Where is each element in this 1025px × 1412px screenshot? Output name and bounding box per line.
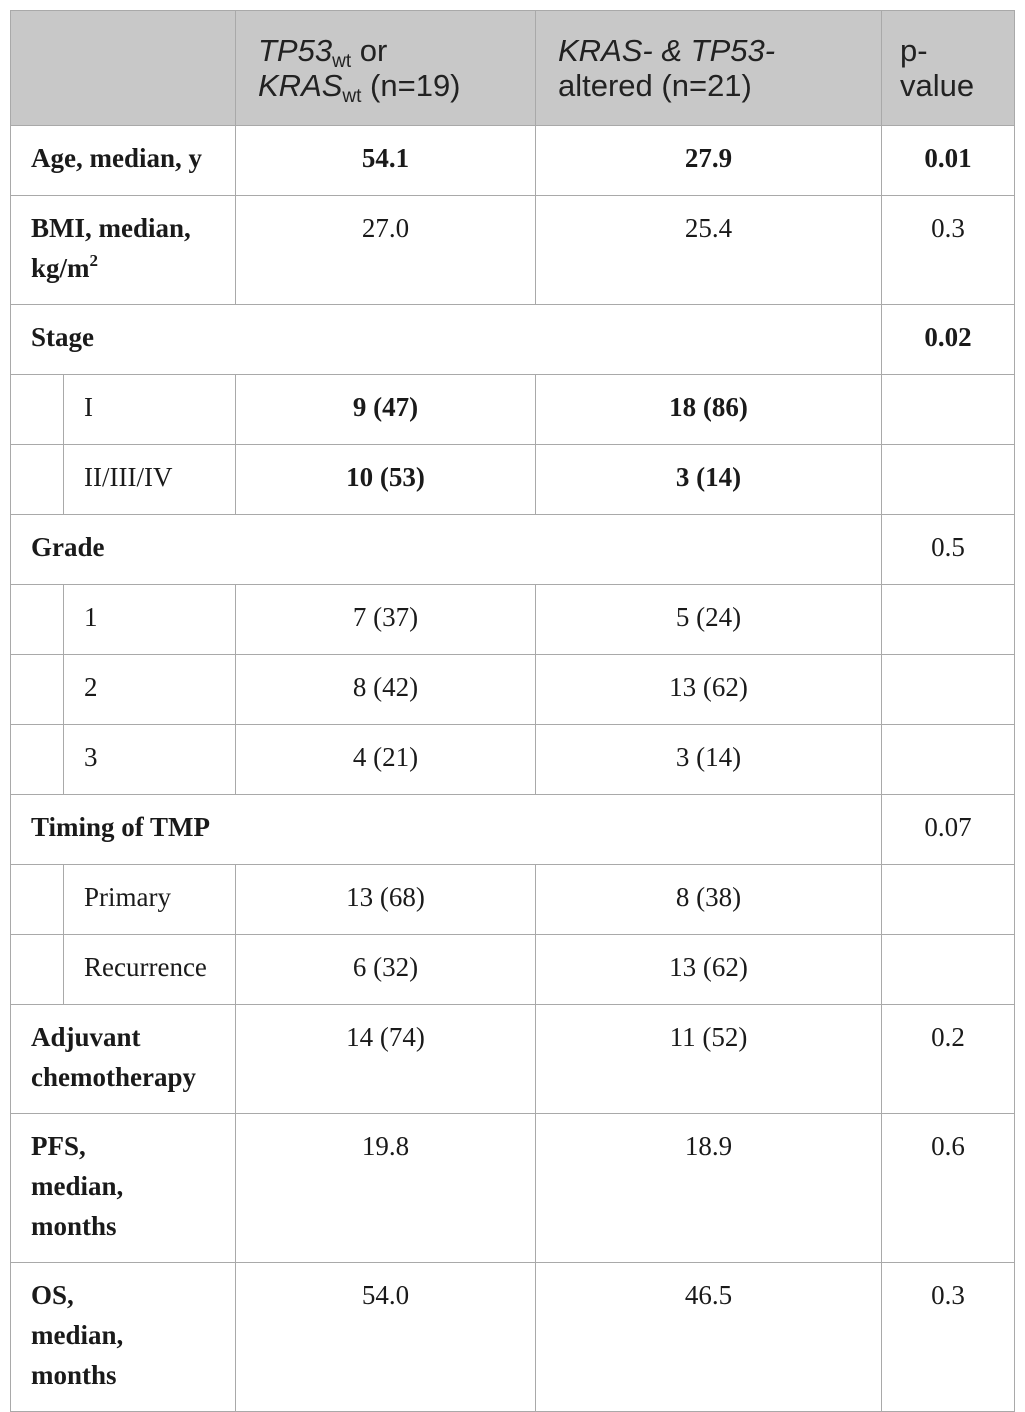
label-text: OS, — [31, 1280, 74, 1310]
p-value: 0.6 — [882, 1114, 1015, 1263]
label-text: BMI, median, — [31, 213, 191, 243]
table-row — [11, 1263, 1015, 1412]
p-value: 0.02 — [882, 305, 1015, 375]
indent-cell — [11, 725, 64, 795]
cell-value: 13 (68) — [236, 865, 536, 935]
header-group-altered — [536, 11, 882, 126]
label-text: median, — [31, 1320, 124, 1350]
row-label — [11, 1114, 236, 1263]
header-text: KRAS- & TP53- — [558, 33, 776, 68]
label-text: months — [31, 1360, 117, 1390]
table-row — [11, 126, 1015, 196]
header-count: altered (n=21) — [558, 68, 752, 103]
p-value: 0.07 — [882, 795, 1015, 865]
row-label: 1 — [64, 585, 236, 655]
empty-cell — [882, 655, 1015, 725]
cell-value: 46.5 — [536, 1263, 882, 1412]
cell-value: 8 (38) — [536, 865, 882, 935]
p-value: 0.2 — [882, 1005, 1015, 1114]
cell-value: 25.4 — [536, 196, 882, 305]
cell-value: 5 (24) — [536, 585, 882, 655]
table-row-section — [11, 795, 1015, 865]
table-row — [11, 935, 1015, 1005]
header-pvalue — [882, 11, 1015, 126]
section-label: Grade — [11, 515, 882, 585]
cell-value: 9 (47) — [236, 375, 536, 445]
indent-cell — [11, 375, 64, 445]
p-value: 0.5 — [882, 515, 1015, 585]
header-group-wildtype — [236, 11, 536, 126]
cell-value: 54.0 — [236, 1263, 536, 1412]
header-text: or — [351, 33, 388, 68]
empty-cell — [882, 865, 1015, 935]
header-count: (n=19) — [361, 68, 461, 103]
row-label — [11, 1263, 236, 1412]
header-text: p- — [900, 33, 928, 68]
section-label: Timing of TMP — [11, 795, 882, 865]
row-label — [11, 1005, 236, 1114]
row-label: 2 — [64, 655, 236, 725]
header-row — [11, 11, 1015, 126]
subscript: wt — [332, 51, 352, 72]
cell-value: 3 (14) — [536, 445, 882, 515]
table-row — [11, 585, 1015, 655]
indent-cell — [11, 865, 64, 935]
header-text: value — [900, 68, 975, 103]
indent-cell — [11, 655, 64, 725]
subscript: wt — [342, 86, 362, 107]
label-text: months — [31, 1211, 117, 1241]
table-row — [11, 725, 1015, 795]
header-variable — [11, 11, 236, 126]
p-value: 0.3 — [882, 196, 1015, 305]
cell-value: 18.9 — [536, 1114, 882, 1263]
row-label: I — [64, 375, 236, 445]
empty-cell — [882, 375, 1015, 445]
gene-name: TP53 — [258, 33, 333, 68]
cell-value: 18 (86) — [536, 375, 882, 445]
cell-value: 14 (74) — [236, 1005, 536, 1114]
empty-cell — [882, 935, 1015, 1005]
cell-value: 10 (53) — [236, 445, 536, 515]
indent-cell — [11, 935, 64, 1005]
cell-value: 7 (37) — [236, 585, 536, 655]
indent-cell — [11, 445, 64, 515]
table-row — [11, 865, 1015, 935]
cell-value: 27.9 — [536, 126, 882, 196]
table-row — [11, 375, 1015, 445]
p-value: 0.3 — [882, 1263, 1015, 1412]
cell-value: 6 (32) — [236, 935, 536, 1005]
p-value: 0.01 — [882, 126, 1015, 196]
table-row — [11, 1005, 1015, 1114]
table-row — [11, 1114, 1015, 1263]
cell-value: 3 (14) — [536, 725, 882, 795]
empty-cell — [882, 445, 1015, 515]
table-row — [11, 445, 1015, 515]
label-text: kg/m — [31, 253, 90, 283]
label-text: median, — [31, 1171, 124, 1201]
gene-name: KRAS — [258, 68, 343, 103]
empty-cell — [882, 585, 1015, 655]
table-row — [11, 196, 1015, 305]
table-row-section — [11, 515, 1015, 585]
cell-value: 13 (62) — [536, 655, 882, 725]
superscript: 2 — [89, 251, 99, 270]
section-label: Stage — [11, 305, 882, 375]
row-label: Primary — [64, 865, 236, 935]
row-label: II/III/IV — [64, 445, 236, 515]
empty-cell — [882, 725, 1015, 795]
table-row — [11, 655, 1015, 725]
label-text: chemotherapy — [31, 1062, 196, 1092]
label-text: PFS, — [31, 1131, 86, 1161]
cell-value: 54.1 — [236, 126, 536, 196]
cell-value: 11 (52) — [536, 1005, 882, 1114]
row-label: Recurrence — [64, 935, 236, 1005]
row-label: 3 — [64, 725, 236, 795]
row-label — [11, 196, 236, 305]
indent-cell — [11, 585, 64, 655]
cell-value: 27.0 — [236, 196, 536, 305]
row-label: Age, median, y — [11, 126, 236, 196]
table-row-section — [11, 305, 1015, 375]
results-table — [10, 10, 1015, 1412]
cell-value: 4 (21) — [236, 725, 536, 795]
cell-value: 19.8 — [236, 1114, 536, 1263]
cell-value: 8 (42) — [236, 655, 536, 725]
cell-value: 13 (62) — [536, 935, 882, 1005]
label-text: Adjuvant — [31, 1022, 141, 1052]
